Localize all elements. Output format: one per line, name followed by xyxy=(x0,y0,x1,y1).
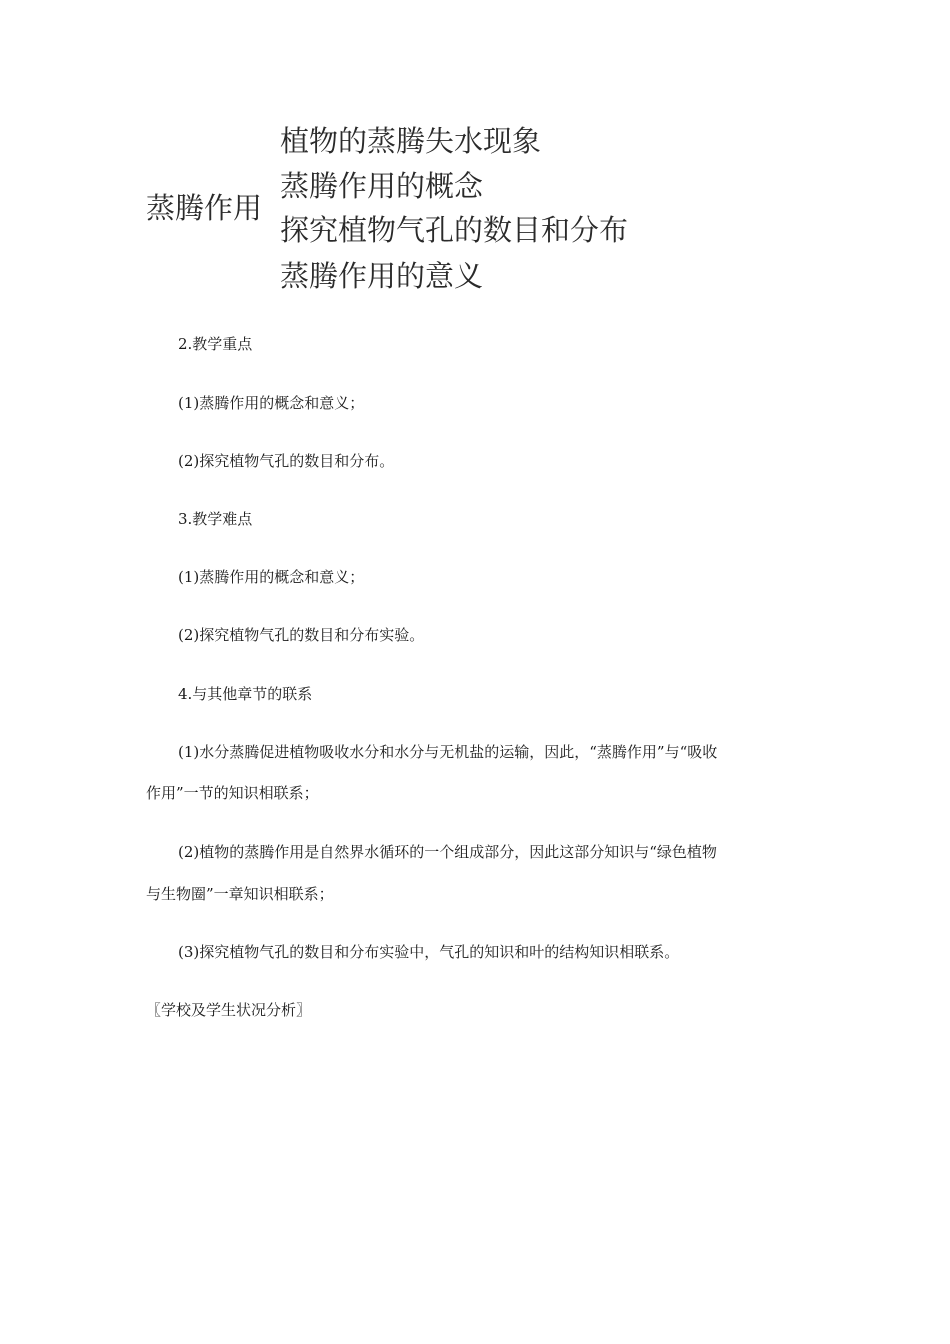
topic-branch-stomata: 探究植物气孔的数目和分布 xyxy=(280,213,629,247)
topic-branch-concept: 蒸腾作用的概念 xyxy=(280,169,484,203)
analysis-heading: 〖学校及学生状况分析〗 xyxy=(146,1001,312,1019)
connections-heading: 4.与其他章节的联系 xyxy=(178,685,313,703)
connection-item-line: 作用”一节的知识相联系； xyxy=(146,784,319,802)
connection-item-line: (3)探究植物气孔的数目和分布实验中，气孔的知识和叶的结构知识相联系。 xyxy=(178,943,680,961)
topic-map-root: 蒸腾作用 xyxy=(146,191,263,225)
connection-item-line: (2)植物的蒸腾作用是自然界水循环的一个组成部分，因此这部分知识与“绿色植物 xyxy=(178,843,717,861)
difficulty-item: (2)探究植物气孔的数目和分布实验。 xyxy=(178,626,425,644)
topic-branch-water-loss: 植物的蒸腾失水现象 xyxy=(280,124,542,158)
connection-item-line: 与生物圈”一章知识相联系； xyxy=(146,885,334,903)
topic-branch-significance: 蒸腾作用的意义 xyxy=(280,259,484,293)
difficulty-item: (1)蒸腾作用的概念和意义； xyxy=(178,568,365,586)
difficulties-heading: 3.教学难点 xyxy=(178,510,253,528)
topic-map xyxy=(0,0,950,300)
key-point-item: (1)蒸腾作用的概念和意义； xyxy=(178,394,365,412)
connection-item-line: (1)水分蒸腾促进植物吸收水分和水分与无机盐的运输，因此，“蒸腾作用”与“吸收 xyxy=(178,743,718,761)
key-point-item: (2)探究植物气孔的数目和分布。 xyxy=(178,452,395,470)
key-points-heading: 2.教学重点 xyxy=(178,335,253,353)
